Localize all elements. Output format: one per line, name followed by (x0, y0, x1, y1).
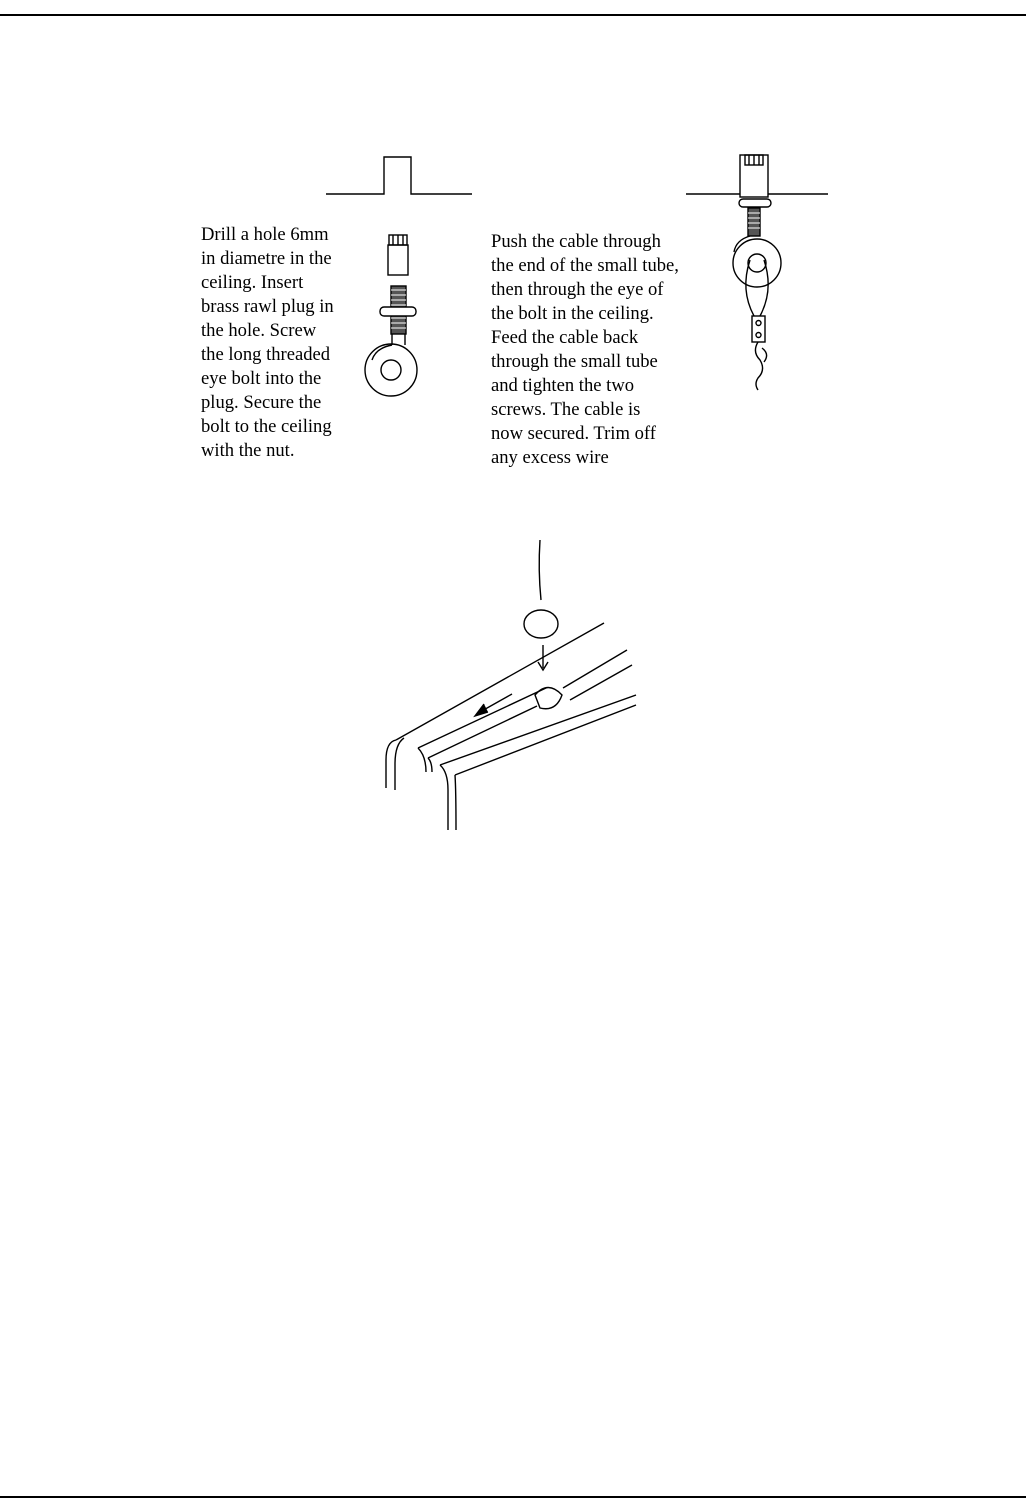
step-1-instructions: Drill a hole 6mm in diametre in the ceiling. Insert brass rawl plug in the hole. Screw the long threaded eye bolt into the plug. Secure the bolt to the ceiling with the nut. (201, 224, 334, 461)
footer-rule (0, 1496, 1026, 1498)
header-rule (0, 14, 1026, 16)
step-2-instructions: Push the cable through the end of the small tube, then through the eye of the bolt in the ceiling. Feed the cable back through the small tube and tighten the two screws. The cable is now secured. Trim off any excess wire (491, 231, 679, 468)
